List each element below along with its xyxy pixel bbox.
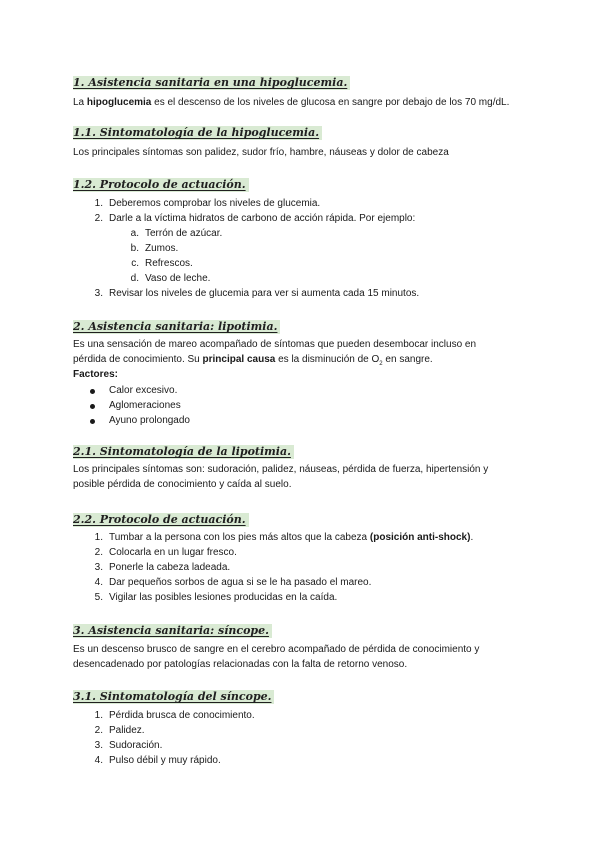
list-text: Palidez. — [109, 725, 145, 736]
list-text: Calor excesivo. — [109, 385, 178, 396]
list-number: 4. — [94, 755, 103, 766]
section-protocolo-lipotimia — [73, 513, 533, 605]
list-number: 1. — [94, 710, 103, 721]
section-protocolo-hipoglucemia — [73, 178, 533, 301]
sub-list-item — [73, 256, 533, 271]
bullet-list — [73, 383, 533, 428]
section-heading: 1.1. Sintomatología de la hipoglucemia. — [73, 126, 322, 140]
list-number: 5. — [94, 592, 103, 603]
paragraph: Es un descenso brusco de sangre en el cerebro acompañado de pérdida de conocimiento y — [73, 644, 480, 655]
list-number: 2. — [94, 213, 103, 224]
text: es el descenso de los niveles de glucosa en sangre por debajo de los 70 mg/dL. — [151, 97, 510, 108]
list-item — [73, 211, 533, 226]
bold-term: hipoglucemia — [86, 97, 152, 108]
text: La — [73, 97, 87, 108]
list-letter: d. — [130, 273, 139, 284]
bullet-icon — [90, 404, 95, 409]
list-item — [73, 753, 533, 768]
bold-term: (posición anti-shock) — [369, 532, 471, 543]
paragraph — [73, 352, 533, 367]
text: en sangre. — [382, 354, 433, 365]
list-text: Terrón de azúcar. — [145, 228, 223, 239]
section-sintomatologia-hipoglucemia — [73, 126, 533, 160]
list-text: Ponerle la cabeza ladeada. — [109, 562, 231, 573]
section-sintomatologia-lipotimia — [73, 445, 533, 492]
list-text: Darle a la víctima hidratos de carbono de acción rápida. Por ejemplo: — [109, 213, 416, 224]
list-text: Refrescos. — [145, 258, 193, 269]
list-text: Pérdida brusca de conocimiento. — [109, 710, 255, 721]
list-item — [73, 708, 533, 723]
ordered-list — [73, 196, 533, 301]
list-text: Pulso débil y muy rápido. — [109, 755, 221, 766]
list-number: 1. — [94, 532, 103, 543]
list-letter: a. — [130, 228, 139, 239]
section-heading: 3.1. Sintomatología del síncope. — [73, 690, 274, 704]
list-text: Revisar los niveles de glucemia para ver si aumenta cada 15 minutos. — [109, 288, 420, 299]
list-text: Zumos. — [145, 243, 179, 254]
section-heading: 1.2. Protocolo de actuación. — [73, 178, 249, 192]
list-item — [73, 413, 533, 428]
list-item — [73, 196, 533, 211]
list-text: Vaso de leche. — [145, 273, 211, 284]
section-lipotimia — [73, 320, 533, 428]
list-item — [73, 723, 533, 738]
list-number: 1. — [94, 198, 103, 209]
list-item — [73, 530, 533, 545]
text: es la disminución de O — [275, 354, 380, 365]
section-sincope — [73, 624, 533, 672]
section-heading: 2. Asistencia sanitaria: lipotimia. — [73, 320, 280, 334]
sub-list-item — [73, 226, 533, 241]
list-text: Sudoración. — [109, 740, 163, 751]
list-letter: b. — [130, 243, 139, 254]
text: . — [470, 532, 474, 543]
list-item — [73, 738, 533, 753]
list-item — [73, 383, 533, 398]
bullet-icon — [90, 419, 95, 424]
ordered-list — [73, 530, 533, 605]
list-number: 3. — [94, 562, 103, 573]
list-text: Dar pequeños sorbos de agua si se le ha pasado el mareo. — [109, 577, 372, 588]
section-sintomatologia-sincope — [73, 690, 533, 768]
list-text: Tumbar a la persona con los pies más altos que la cabeza — [109, 532, 370, 543]
paragraph: Los principales síntomas son: sudoración, palidez, náuseas, pérdida de fuerza, hipertensión y — [73, 464, 489, 475]
list-number: 3. — [94, 740, 103, 751]
paragraph: desencadenado por patologías relacionadas con la falta de retorno venoso. — [73, 659, 408, 670]
list-text: Colocarla en un lugar fresco. — [109, 547, 237, 558]
list-letter: c. — [131, 258, 139, 269]
bold-term: principal causa — [202, 354, 276, 365]
list-item — [73, 560, 533, 575]
section-heading: 3. Asistencia sanitaria: síncope. — [73, 624, 272, 638]
section-hipoglucemia — [73, 76, 533, 110]
ordered-list — [73, 708, 533, 768]
list-item — [73, 545, 533, 560]
text: pérdida de conocimiento. Su — [73, 354, 203, 365]
bold-label: Factores: — [73, 369, 119, 380]
section-heading: 1. Asistencia sanitaria en una hipoglucemia. — [73, 76, 350, 90]
subscript: 2 — [379, 361, 383, 367]
paragraph: posible pérdida de conocimiento y caída al suelo. — [73, 479, 292, 490]
sub-list-item — [73, 271, 533, 286]
list-text: Ayuno prolongado — [109, 415, 190, 426]
list-text: Vigilar las posibles lesiones producidas en la caída. — [109, 592, 338, 603]
factores-label — [73, 367, 533, 382]
list-item — [73, 286, 533, 301]
section-heading: 2.1. Sintomatología de la lipotimia. — [73, 445, 294, 459]
list-item — [73, 575, 533, 590]
list-text: Deberemos comprobar los niveles de glucemia. — [109, 198, 321, 209]
list-text: Aglomeraciones — [109, 400, 181, 411]
list-number: 2. — [94, 547, 103, 558]
section-heading: 2.2. Protocolo de actuación. — [73, 513, 249, 527]
list-item — [73, 398, 533, 413]
paragraph — [73, 95, 533, 110]
list-item — [73, 590, 533, 605]
bullet-icon — [90, 389, 95, 394]
paragraph: Los principales síntomas son palidez, sudor frío, hambre, náuseas y dolor de cabeza — [73, 147, 449, 158]
sub-list-item — [73, 241, 533, 256]
paragraph: Es una sensación de mareo acompañado de síntomas que pueden desembocar incluso en — [73, 339, 477, 350]
list-number: 4. — [94, 577, 103, 588]
list-number: 2. — [94, 725, 103, 736]
list-number: 3. — [94, 288, 103, 299]
